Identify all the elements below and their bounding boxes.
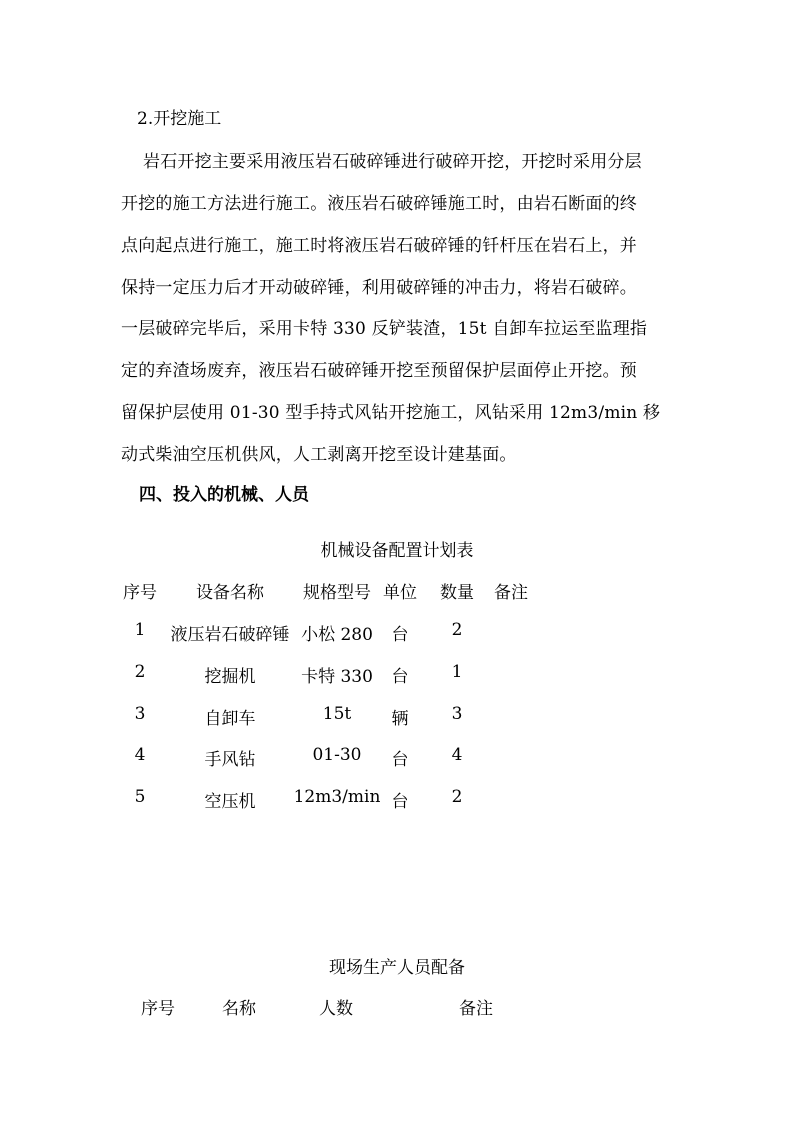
table-cell: 3: [451, 704, 463, 724]
table-cell: 12m3/min: [293, 787, 381, 807]
personnel-table-caption: 现场生产人员配备: [329, 958, 465, 978]
paragraph-line: 定的弃渣场废弃，液压岩石破碎锤开挖至预留保护层面停止开挖。预: [121, 361, 637, 381]
table-cell: 1: [451, 662, 463, 682]
table-cell: 空压机: [204, 792, 256, 812]
table-cell: 辆: [391, 709, 409, 729]
table-cell: 自卸车: [204, 709, 256, 729]
table-cell: 4: [451, 745, 463, 765]
table-cell: 15t: [322, 704, 352, 724]
section-heading: 四、投入的机械、人员: [139, 485, 309, 505]
table-cell: 2: [451, 787, 463, 807]
paragraph-line: 岩石开挖主要采用液压岩石破碎锤进行破碎开挖，开挖时采用分层: [143, 152, 642, 172]
table-cell: 1: [134, 620, 146, 640]
table-cell: 液压岩石破碎锤: [170, 625, 290, 645]
header-cell: 备注: [494, 583, 528, 603]
paragraph-line: 动式柴油空压机供风，人工剥离开挖至设计建基面。: [121, 445, 517, 465]
table-cell: 小松 280: [301, 625, 373, 645]
table-cell: 卡特 330: [301, 667, 373, 687]
paragraph-line: 保持一定压力后才开动破碎锤，利用破碎锤的冲击力，将岩石破碎。: [121, 278, 637, 298]
header-cell: 数量: [440, 583, 474, 603]
table-cell: 2: [134, 662, 146, 682]
header-cell: 备注: [459, 999, 493, 1019]
table-cell: 3: [134, 704, 146, 724]
paragraph-line: 开挖的施工方法进行施工。液压岩石破碎锤施工时，由岩石断面的终: [121, 194, 637, 214]
paragraph-line: 留保护层使用 01-30 型手持式风钻开挖施工，风钻采用 12m3/min 移: [121, 403, 661, 423]
paragraph-line: 点向起点进行施工，施工时将液压岩石破碎锤的钎杆压在岩石上，并: [121, 236, 637, 256]
table-cell: 挖掘机: [204, 667, 256, 687]
table-cell: 5: [134, 787, 146, 807]
table-cell: 台: [391, 792, 409, 812]
equipment-table-caption: 机械设备配置计划表: [320, 541, 474, 561]
header-cell: 序号: [141, 999, 175, 1019]
section-title: 2.开挖施工: [137, 109, 222, 129]
table-cell: 01-30: [312, 745, 362, 765]
header-cell: 名称: [222, 999, 256, 1019]
header-cell: 设备名称: [196, 583, 264, 603]
header-cell: 单位: [383, 583, 417, 603]
header-cell: 规格型号: [303, 583, 371, 603]
table-cell: 手风钻: [204, 750, 256, 770]
table-cell: 台: [391, 750, 409, 770]
table-cell: 台: [391, 667, 409, 687]
table-cell: 4: [134, 745, 146, 765]
header-cell: 序号: [123, 583, 157, 603]
table-cell: 2: [451, 620, 463, 640]
header-cell: 人数: [319, 999, 353, 1019]
paragraph-line: 一层破碎完毕后，采用卡特 330 反铲装渣，15t 自卸车拉运至监理指: [121, 319, 648, 339]
table-cell: 台: [391, 625, 409, 645]
